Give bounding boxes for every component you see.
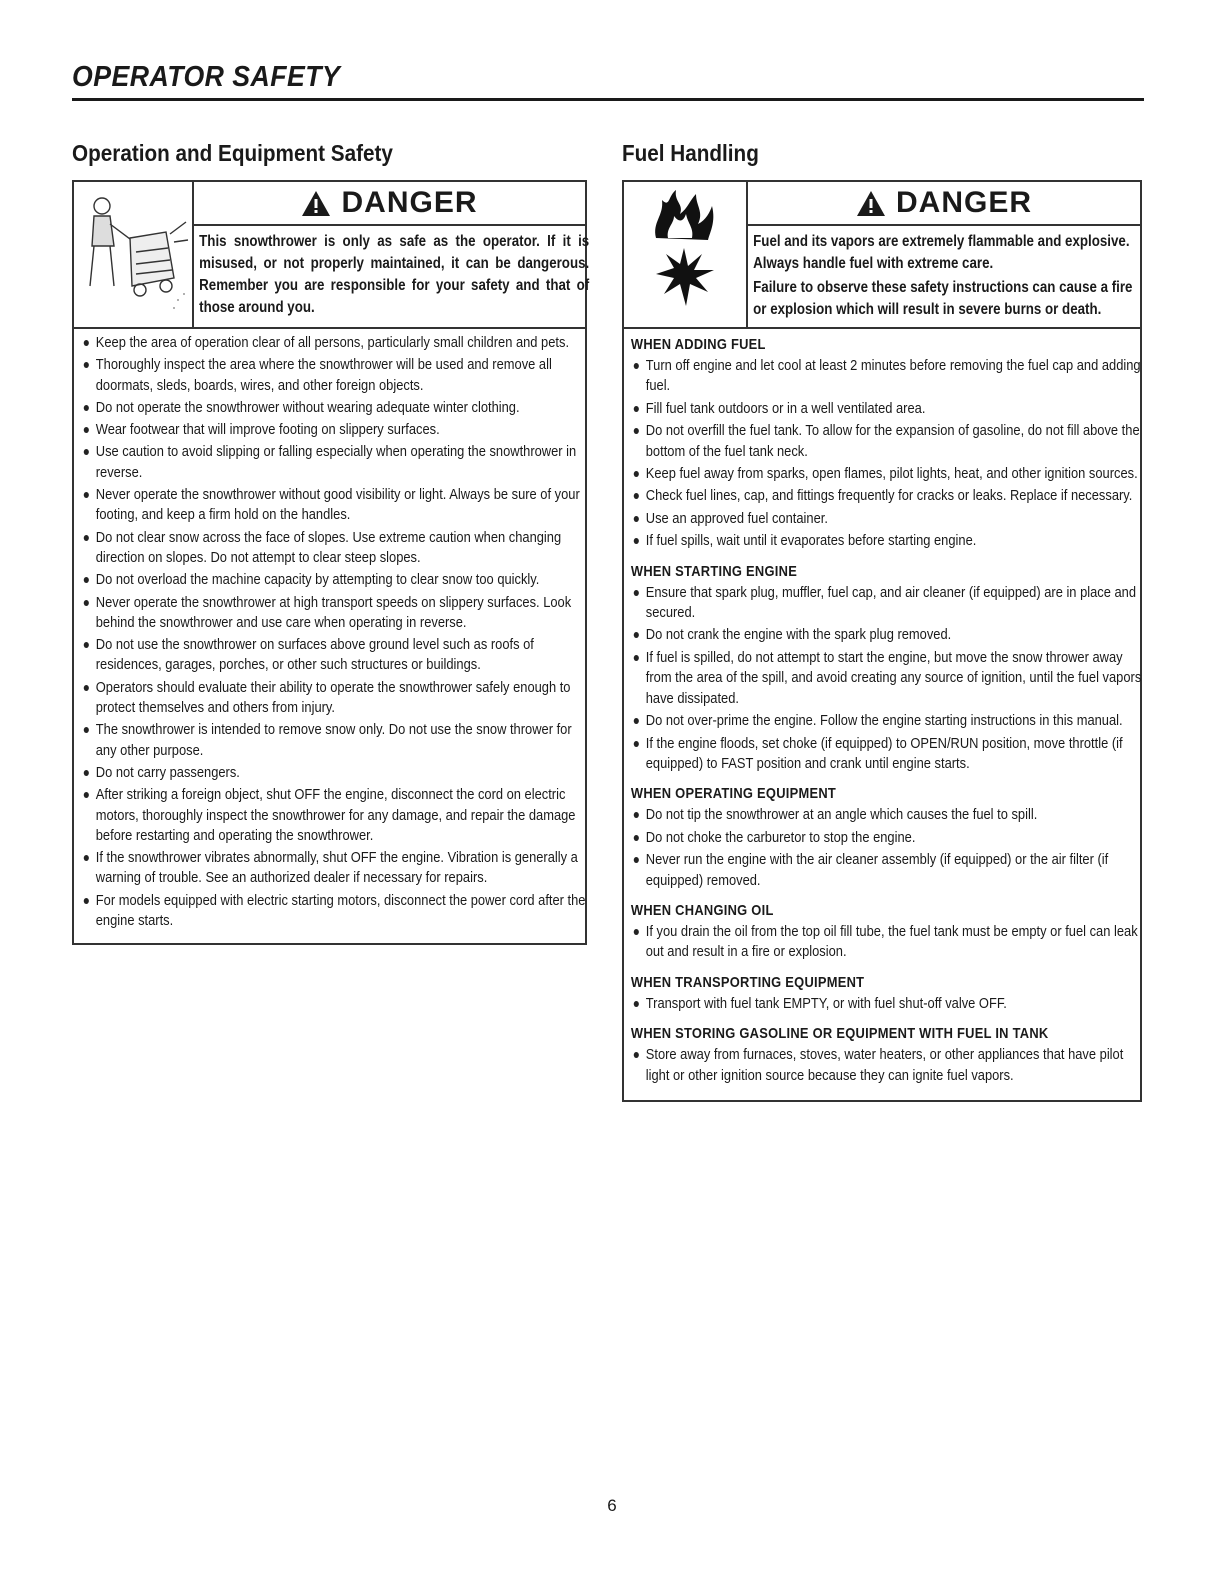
danger-label: DANGER [341, 186, 478, 219]
list-item: Thoroughly inspect the area where the snowthrower will be used and remove all doormats, sleds, boards, wires, and other foreign objects. [82, 355, 590, 396]
fire-explosion-illustration [624, 182, 748, 327]
list-item: Use an approved fuel container. [632, 509, 1145, 529]
subsection-heading: WHEN OPERATING EQUIPMENT [630, 785, 837, 803]
list-item: If the snowthrower vibrates abnormally, shut OFF the engine. Vibration is generally a warning of trouble. See an authorized dealer if necessary for repairs. [82, 848, 590, 889]
list-item: Turn off engine and let cool at least 2 minutes before removing the fuel cap and adding fuel. [632, 356, 1145, 397]
section-title: Operation and Equipment Safety [72, 140, 393, 166]
list-item: After striking a foreign object, shut OFF the engine, disconnect the cord on electric motors, thoroughly inspect the snowthrower for any damage, and repair the damage before restarting and operating the snowthrower. [82, 785, 590, 846]
fuel-handling-section [622, 138, 1142, 1102]
operation-safety-section [72, 138, 590, 945]
fuel-subsection [624, 778, 1140, 895]
list-item: Do not carry passengers. [82, 763, 590, 783]
subsection-list [624, 804, 1140, 895]
danger-header [194, 182, 585, 226]
page-title: OPERATOR SAFETY [72, 61, 341, 93]
list-item: If you drain the oil from the top oil fill tube, the fuel tank must be empty or fuel can leak out and result in a fire or explosion. [632, 922, 1145, 963]
fuel-subsection [624, 329, 1140, 556]
list-item: If fuel is spilled, do not attempt to start the engine, but move the snow thrower away from the area of the spill, and avoid creating any source of ignition, until the fuel vapors have dissipated. [632, 648, 1145, 709]
subsection-heading: WHEN STORING GASOLINE OR EQUIPMENT WITH FUEL IN TANK [630, 1025, 1049, 1043]
operator-snowthrower-icon [74, 182, 192, 322]
fuel-subsection [624, 1018, 1140, 1100]
subsection-heading: WHEN ADDING FUEL [630, 336, 766, 353]
page-header [72, 60, 1144, 101]
list-item: Transport with fuel tank EMPTY, or with fuel shut-off valve OFF. [632, 994, 1145, 1014]
list-item: Never operate the snowthrower at high transport speeds on slippery surfaces. Look behind the snowthrower and use care when operating in reverse. [82, 593, 590, 634]
list-item: Check fuel lines, cap, and fittings frequently for cracks or leaks. Replace if necessary. [632, 486, 1145, 506]
danger-message-line-1: Fuel and its vapors are extremely flammable and explosive. Always handle fuel with extreme care. [753, 233, 1130, 272]
subsection-heading: WHEN TRANSPORTING EQUIPMENT [630, 973, 865, 991]
danger-label: DANGER [895, 186, 1032, 219]
subsection-list [624, 355, 1140, 556]
list-item: Do not operate the snowthrower without wearing adequate winter clothing. [82, 398, 590, 418]
fire-icon [624, 182, 746, 314]
fuel-subsection [624, 895, 1140, 967]
list-item: Store away from furnaces, stoves, water heaters, or other appliances that have pilot light or other ignition source because they can ignite fuel vapors. [632, 1045, 1145, 1086]
list-item: The snowthrower is intended to remove snow only. Do not use the snow thrower for any other purpose. [82, 720, 590, 761]
safety-box [72, 180, 590, 945]
list-item: Do not tip the snowthrower at an angle which causes the fuel to spill. [632, 805, 1145, 825]
warning-triangle-icon [856, 190, 886, 217]
list-item: Never run the engine with the air cleaner assembly (if equipped) or the air filter (if equipped) removed. [632, 850, 1145, 891]
list-item: Keep the area of operation clear of all persons, particularly small children and pets. [82, 333, 590, 353]
list-item: Never operate the snowthrower without good visibility or light. Always be sure of your footing, and keep a firm hold on the handles. [82, 485, 590, 526]
subsection-heading: WHEN STARTING ENGINE [630, 562, 798, 580]
danger-header [748, 182, 1140, 226]
snowthrower-operator-illustration [74, 182, 194, 327]
danger-panel [74, 182, 590, 329]
danger-message-line-2: Failure to observe these safety instructions can cause a fire or explosion which will result in severe burns or death. [753, 279, 1133, 318]
list-item: If the engine floods, set choke (if equipped) to OPEN/RUN position, move throttle (if equipped) to FAST position and crank until engine starts. [632, 734, 1145, 775]
fuel-subsection [624, 967, 1140, 1018]
list-item: If fuel spills, wait until it evaporates before starting engine. [632, 531, 1145, 551]
subsection-heading: WHEN CHANGING OIL [630, 901, 774, 919]
subsection-list [624, 1044, 1140, 1100]
list-item: Fill fuel tank outdoors or in a well ventilated area. [632, 399, 1145, 419]
list-item: Do not overfill the fuel tank. To allow for the expansion of gasoline, do not fill above the bottom of the fuel tank neck. [632, 421, 1145, 462]
danger-message-text: This snowthrower is only as safe as the operator. If it is misused, or not properly maintained, it can be dangerous. Remember you are responsible for your safety and that of those around you. [199, 233, 590, 316]
header-divider [72, 98, 1144, 101]
subsection-list [624, 582, 1140, 779]
warning-triangle-icon [301, 190, 331, 217]
list-item: Use caution to avoid slipping or falling especially when operating the snowthrower in reverse. [82, 442, 590, 483]
subsection-list [624, 921, 1140, 967]
list-item: Do not overload the machine capacity by attempting to clear snow too quickly. [82, 570, 590, 590]
list-item: Ensure that spark plug, muffler, fuel cap, and air cleaner (if equipped) are in place and secured. [632, 583, 1145, 624]
danger-message [194, 226, 594, 325]
operation-safety-list [74, 329, 585, 943]
section-title: Fuel Handling [622, 140, 759, 166]
list-item: Wear footwear that will improve footing on slippery surfaces. [82, 420, 590, 440]
list-item: Do not choke the carburetor to stop the engine. [632, 828, 1145, 848]
page-number: 6 [607, 1496, 617, 1515]
list-item: Do not use the snowthrower on surfaces above ground level such as roofs of residences, garages, porches, or other such structures or buildings. [82, 635, 590, 676]
danger-message [748, 226, 1149, 327]
list-item: Operators should evaluate their ability to operate the snowthrower safely enough to protect themselves and others from injury. [82, 678, 590, 719]
danger-content [748, 182, 1140, 327]
list-item: Keep fuel away from sparks, open flames, pilot lights, heat, and other ignition sources. [632, 464, 1145, 484]
danger-content [194, 182, 590, 327]
fuel-subsection [624, 556, 1140, 779]
list-item: Do not crank the engine with the spark plug removed. [632, 625, 1145, 645]
danger-panel [624, 182, 1140, 329]
list-item: Do not over-prime the engine. Follow the engine starting instructions in this manual. [632, 711, 1145, 731]
safety-box [622, 180, 1142, 1102]
list-item: For models equipped with electric starting motors, disconnect the power cord after the engine starts. [82, 891, 590, 932]
subsection-list [624, 993, 1140, 1018]
list-item: Do not clear snow across the face of slopes. Use extreme caution when changing direction on slopes. Do not attempt to clear steep slopes. [82, 528, 590, 569]
